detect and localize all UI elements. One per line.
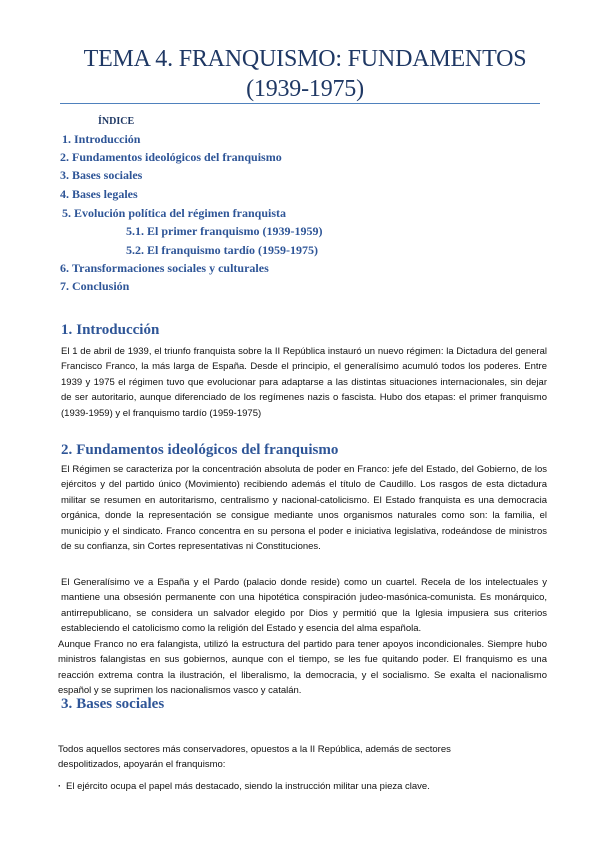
toc-item-label: Bases sociales [72,168,143,182]
toc-item-number: 4. [60,187,69,201]
title-underline [60,103,540,104]
section-number: 3. [61,696,73,712]
section-title: Introducción [76,322,160,338]
toc-item-label: Transformaciones sociales y culturales [72,261,269,275]
toc-item-6[interactable] [60,261,269,276]
bullet-text: El ejército ocupa el papel más destacado, siendo la instrucción militar una pieza clave. [66,781,430,792]
section-2-paragraph-3: Aunque Franco no era falangista, utilizó la estructura del partido para tener apoyos incondicionales. Siempre hubo ministros falangistas en sus gobiernos, aunque con el tiempo, se les fue quitando poder. El franquismo es una reacción extrema contra la ilustración, el liberalismo, la democracia, y el socialismo. Se exalta el nacionalismo español y se suprimen los nacionalismos vasco y catalán. [58,639,547,697]
toc-item-label: El franquismo tardío (1959-1975) [147,243,318,257]
section-2-paragraph-2: El Generalísimo ve a España y el Pardo (palacio donde reside) como un cuartel. Recela de los intelectuales y mantiene una obsesión permanente con una hipotética conspiración judeo-masónica-comunista. Es monárquico, antirrepublicano, se considera un salvador elegido por Dios y permitió que la Iglesia impusiera sus criterios estableciendo el catolicismo como la religión del Estado y esencia del alma española. [61,577,547,635]
toc-item-label: Bases legales [72,187,138,201]
section-number: 2. [61,442,73,458]
section-title: Fundamentos ideológicos del franquismo [76,442,339,458]
toc-item-number: 6. [60,261,69,275]
toc-item-label: Introducción [74,132,141,146]
document-title-line-2: (1939-1975) [246,76,364,102]
section-title: Bases sociales [76,696,165,712]
section-1-paragraph-1: El 1 de abril de 1939, el triunfo franquista sobre la II República instauró un nuevo régimen: la Dictadura del general Francisco Franco, la más larga de España. Desde el principio, el generalísimo acumuló todos los poderes. Entre 1939 y 1975 el régimen tuvo que evolucionar para adaptarse a las distintas situaciones internacionales, sin dejar de ser autoritario, aunque diferenciado de los regímenes nazis o fascista. Hubo dos etapas: el primer franquismo (1939-1959) y el franquismo tardío (1959-1975) [61,346,547,419]
toc-item-5[interactable] [62,206,286,221]
section-number: 1. [61,322,73,338]
toc-item-number: 5.1. [126,224,144,238]
toc-item-label: Conclusión [72,279,130,293]
toc-item-7[interactable] [60,279,129,294]
toc-item-3[interactable] [60,168,142,183]
toc-item-number: 2. [60,150,69,164]
toc-item-number: 5.2. [126,243,144,257]
toc-item-number: 5. [62,206,71,220]
toc-item-5-1[interactable] [126,224,322,239]
toc-item-label: Fundamentos ideológicos del franquismo [72,150,282,164]
toc-heading: ÍNDICE [98,116,135,127]
toc-item-5-2[interactable] [126,243,318,258]
bullet-list-item [58,779,548,794]
toc-item-number: 1. [62,132,71,146]
section-3-paragraph-1: Todos aquellos sectores más conservadores, opuestos a la II República, además de sectores despolitizados, apoyarán el franquismo: [58,744,451,771]
section-heading-introduccion [61,322,159,339]
section-2-paragraph-1: El Régimen se caracteriza por la concentración absoluta de poder en Franco: jefe del Estado, del Gobierno, de los ejércitos y del partido único (Movimiento) recibiendo además el título de Caudillo. Los rasgos de esta dictadura militar se resumen en autoritarismo, centralismo y nacional-catolicismo. El Estado franquista es una democracia orgánica, donde la representación se consigue mediante unos organismos naturales como son: la familia, el municipio y el sindicato. Franco concentra en su persona el poder e iniciativa legislativa, rodeándose de ministros de su confianza, sin Cortes representativas ni Constituciones. [61,464,547,553]
toc-item-1[interactable] [62,132,140,147]
section-heading-bases-sociales [61,696,164,713]
toc-item-number: 3. [60,168,69,182]
toc-item-number: 7. [60,279,69,293]
section-heading-fundamentos [61,442,338,459]
toc-item-label: Evolución política del régimen franquista [74,206,287,220]
toc-item-4[interactable] [60,187,138,202]
toc-item-2[interactable] [60,150,282,165]
bullet-icon: · [58,781,62,792]
document-title-line-1: TEMA 4. FRANQUISMO: FUNDAMENTOS [83,46,527,72]
toc-item-label: El primer franquismo (1939-1959) [147,224,323,238]
